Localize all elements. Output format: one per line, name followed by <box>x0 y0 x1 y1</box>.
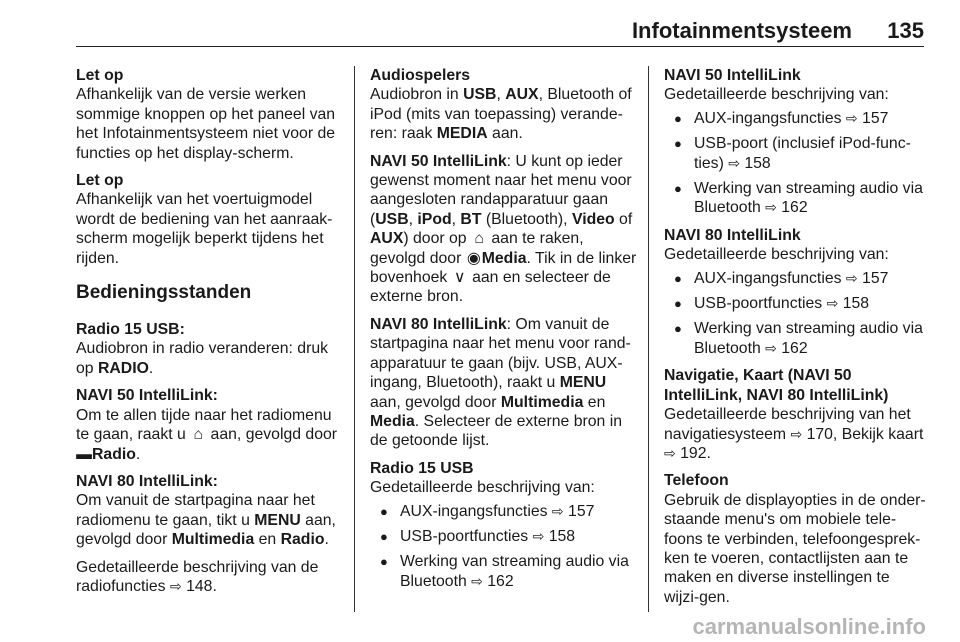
text: en <box>583 393 606 411</box>
radio-key: RADIO <box>97 359 149 377</box>
navi80-section <box>664 226 929 358</box>
paragraph: Om vanuit de startpagina naar het radiomenu te gaan, tikt u MENU aan, gevolgd door Multimedia en Radio. <box>76 492 336 549</box>
ipod-label: iPod <box>417 210 452 228</box>
arrow-icon: ⇨ <box>664 444 676 461</box>
arrow-icon: ⇨ <box>845 269 858 286</box>
text: Werking van streaming audio via Bluetooth <box>694 320 923 357</box>
text: AUX-ingangsfuncties <box>400 502 552 520</box>
subheading: Radio 15 USB: <box>76 321 185 339</box>
page-ref[interactable]: 157 <box>568 502 595 520</box>
radio-icon: ▬ <box>76 445 92 463</box>
subheading: NAVI 80 IntelliLink <box>664 226 801 244</box>
navi80-paragraph <box>370 315 638 451</box>
list-item <box>664 269 929 288</box>
paragraph: Om te allen tijde naar het radiomenu te gaan, raakt u ⌂ aan, gevolgd door ▬Radio. <box>76 406 338 463</box>
usb-label: USB <box>375 210 409 228</box>
media-label: Media <box>481 249 527 267</box>
text: USB-poort (inclusief iPod-func-ties) <box>694 135 911 172</box>
feature-list <box>664 109 929 218</box>
list-item <box>664 134 929 173</box>
audio-block <box>370 66 638 144</box>
paragraph: Gedetailleerde beschrijving van: <box>370 479 595 497</box>
text: Audiobron in radio veranderen: druk op <box>76 340 329 377</box>
page-number: 135 <box>887 18 924 43</box>
page-ref[interactable]: 158 <box>744 154 771 172</box>
multimedia-label: Multimedia <box>500 393 584 411</box>
page-ref[interactable]: 162 <box>487 572 514 590</box>
navi80-block <box>76 472 344 550</box>
media-icon: ◉ <box>466 249 481 267</box>
paragraph: Audiobron in radio veranderen: druk op RADIO. <box>76 340 329 377</box>
arrow-icon: ⇨ <box>826 295 839 312</box>
arrow-icon: ⇨ <box>551 502 564 519</box>
column-2 <box>370 66 638 599</box>
note-title: Let op <box>76 67 124 84</box>
text: : Om vanuit de startpagina naar het menu voor rand-apparatuur te gaan (bijv. USB, AUX-ingang, Bluetooth), raakt u <box>370 315 631 392</box>
text: Gedetailleerde beschrijving van de radiofuncties <box>76 558 319 595</box>
chevron-down-icon: ∨ <box>453 269 466 287</box>
page-title: Infotainmentsysteem <box>631 18 852 43</box>
feature-list <box>664 269 929 359</box>
text: of <box>614 210 633 228</box>
paragraph: Gedetailleerde beschrijving van: <box>664 86 889 104</box>
list-item <box>370 552 638 591</box>
subheading: Radio 15 USB <box>370 459 474 477</box>
text: Gedetailleerde beschrijving van het navigatiesysteem <box>664 406 911 443</box>
home-icon: ⌂ <box>193 426 203 444</box>
subheading: Telefoon <box>664 472 729 490</box>
watermark: carmanualsonline.info <box>692 614 926 639</box>
page-ref[interactable]: 148. <box>186 577 217 595</box>
page-ref[interactable]: 192. <box>680 444 711 462</box>
radio15-block <box>76 320 344 378</box>
text: Om vanuit de startpagina naar het radiomenu te gaan, tikt u <box>76 492 315 529</box>
usb-label: USB <box>463 86 497 104</box>
text: . Tik in de linker bovenhoek <box>370 249 637 287</box>
section-heading: Bedieningsstanden <box>76 282 252 304</box>
text: AUX-ingangsfuncties <box>694 109 846 127</box>
page-header <box>76 0 924 47</box>
arrow-icon: ⇨ <box>532 527 545 544</box>
column-divider-2 <box>648 66 649 612</box>
paragraph: Gebruik de displayopties in de onder-staande menu's om mobiele tele-foons te verbinden, telefoongesprek-ken te voeren, contactlijsten aan te maken en diverse instellingen te wijzi-gen. <box>664 491 926 606</box>
navi50-paragraph: NAVI 50 IntelliLink: U kunt op ieder gewenst moment naar het menu voor aangesloten randapparatuur gaan (USB, iPod, BT (Bluetooth), Video of AUX) door op ⌂ aan te raken, gevolgd door ◉Media. Tik in de linker bovenhoek ∨ aan en selecteer de externe bron. <box>370 152 637 306</box>
note-title: Let op <box>76 172 124 190</box>
arrow-icon: ⇨ <box>169 577 182 594</box>
video-label: Video <box>571 210 615 228</box>
text: Werking van streaming audio via Bluetooth <box>694 180 923 217</box>
arrow-icon: ⇨ <box>765 339 777 356</box>
home-icon: ⌂ <box>474 230 484 248</box>
radio15-section <box>370 459 638 591</box>
column-divider-1 <box>354 66 355 612</box>
list-item <box>370 502 638 521</box>
navi50-section <box>664 66 929 218</box>
column-1 <box>76 66 344 604</box>
list-item <box>664 179 929 218</box>
text: aan, gevolgd door <box>76 511 336 549</box>
navi80-label: NAVI 80 IntelliLink <box>370 315 507 333</box>
page-ref[interactable]: 170, Bekijk kaart <box>806 425 924 443</box>
arrow-icon: ⇨ <box>765 199 777 216</box>
navigation-section <box>664 366 929 463</box>
feature-list <box>370 502 638 592</box>
list-item <box>370 527 638 546</box>
text: (Bluetooth), <box>481 210 572 228</box>
text: ) door op <box>403 230 471 248</box>
text: en <box>254 531 281 549</box>
arrow-icon: ⇨ <box>728 154 740 171</box>
text: USB-poortfuncties <box>694 295 827 313</box>
media-key: MEDIA <box>436 125 488 143</box>
subheading: Navigatie, Kaart (NAVI 50 IntelliLink, NAVI 80 IntelliLink) <box>664 367 889 404</box>
menu-key: MENU <box>254 511 301 529</box>
subheading: NAVI 50 IntelliLink: <box>76 387 218 405</box>
note-text: Afhankelijk van het voertuigmodel wordt de bediening van het aanraak-scherm mogelijk beperkt tijdens het rijden. <box>76 191 333 267</box>
arrow-icon: ⇨ <box>471 572 483 589</box>
list-item <box>664 294 929 313</box>
page-ref[interactable]: 162 <box>781 199 808 217</box>
page-ref[interactable]: 162 <box>781 339 808 357</box>
subheading: Audiospelers <box>370 67 471 84</box>
list-item <box>664 319 929 358</box>
text: USB-poortfuncties <box>400 527 533 545</box>
page-ref[interactable]: 158 <box>842 295 870 313</box>
text: . Selecteer de externe bron in de getoonde lijst. <box>370 412 623 450</box>
radio-label: Radio <box>92 445 136 463</box>
text: Werking van streaming audio via Bluetooth <box>400 553 629 590</box>
subheading: NAVI 80 IntelliLink: <box>76 472 218 490</box>
subheading: NAVI 50 IntelliLink <box>664 67 801 84</box>
note-1 <box>76 66 344 163</box>
multimedia-label: Multimedia <box>171 531 255 549</box>
media-label: Media <box>370 412 415 430</box>
bt-label: BT <box>460 210 482 228</box>
page-ref[interactable]: 158 <box>548 527 576 545</box>
text: aan, gevolgd door <box>206 426 338 444</box>
arrow-icon: ⇨ <box>845 109 858 126</box>
navi50-block <box>76 386 344 464</box>
text: aan en selecteer de externe bron. <box>370 269 611 306</box>
text: Om te allen tijde naar het radiomenu te gaan, raakt u <box>76 406 332 444</box>
page-ref[interactable]: 157 <box>862 109 889 127</box>
arrow-icon: ⇨ <box>790 425 803 442</box>
note-text: Afhankelijk van de versie werken sommige knoppen op het paneel van het Infotainmentsysteem niet voor de functies op het display-scherm. <box>76 86 336 162</box>
page-ref[interactable]: 157 <box>862 269 889 287</box>
menu-key: MENU <box>559 374 607 392</box>
paragraph: Audiobron in USB, AUX, Bluetooth of iPod (mits van toepassing) verande-ren: raak MEDIA aan. <box>370 86 632 143</box>
list-item <box>664 109 929 128</box>
detail-paragraph <box>76 558 344 597</box>
radio-label: Radio <box>280 531 325 549</box>
text: aan, gevolgd door <box>370 393 501 411</box>
text: : U kunt op ieder gewenst moment naar het menu voor aangesloten randapparatuur gaan ( <box>370 152 632 228</box>
text: Audiobron in <box>370 86 464 104</box>
note-2 <box>76 171 344 268</box>
text: , Bluetooth of iPod (mits van toepassing) verande-ren: raak <box>370 86 632 143</box>
paragraph: Gedetailleerde beschrijving van: <box>664 246 889 264</box>
aux-label: AUX <box>505 86 539 104</box>
text: aan. <box>487 125 523 143</box>
paragraph <box>664 405 929 463</box>
telephone-section <box>664 471 929 607</box>
navi50-label: NAVI 50 IntelliLink <box>370 152 507 170</box>
aux-label: AUX <box>370 230 404 248</box>
column-3 <box>664 66 929 615</box>
text: aan te raken, gevolgd door <box>370 230 584 267</box>
text: AUX-ingangsfuncties <box>694 269 846 287</box>
